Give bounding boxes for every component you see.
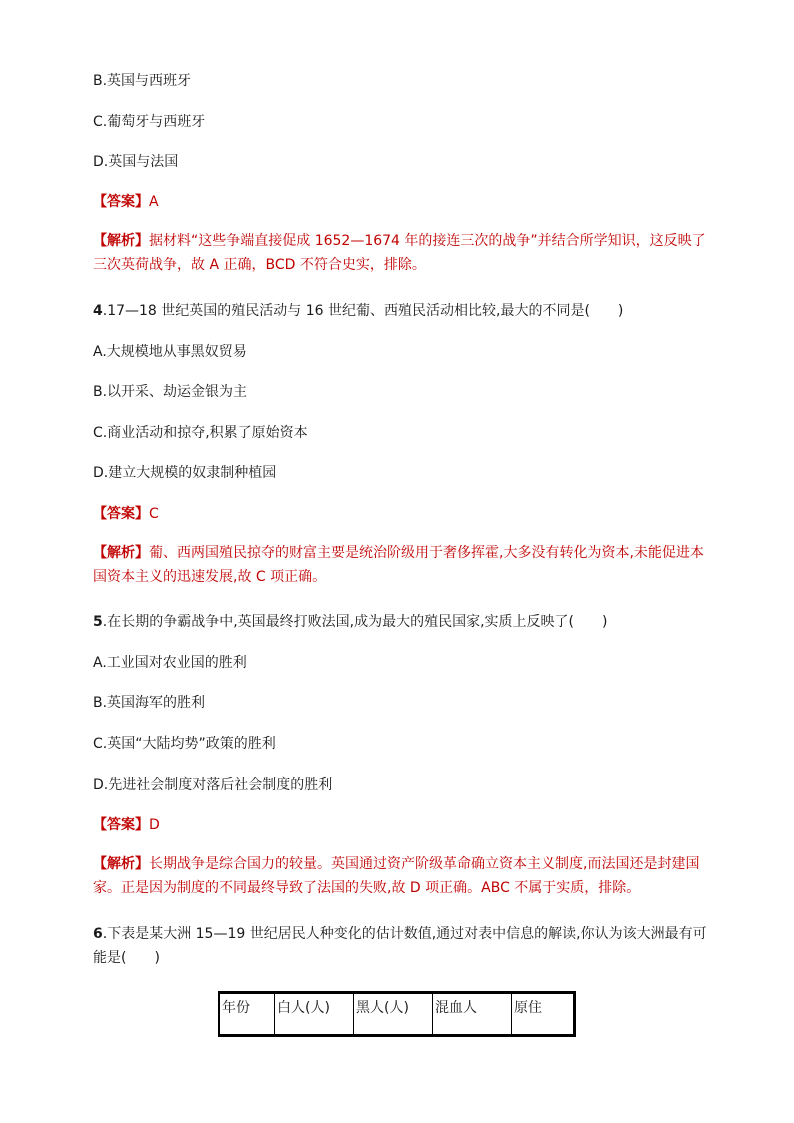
answer-label: 【答案】 xyxy=(93,506,149,522)
table-header-cell: 原住 xyxy=(512,993,575,1036)
q3-option-d: D.英国与法国 xyxy=(93,154,179,170)
analysis-text: 据材料“这些争端直接促成 1652—1674 年的接连三次的战争”并结合所学知识，这反映了三次英荷战争，故 A 正确，BCD 不符合史实，排除。 xyxy=(93,233,706,273)
table-header-cell: 白人(人) xyxy=(275,993,354,1036)
q5-answer xyxy=(93,815,160,835)
analysis-text: 葡、西两国殖民掠夺的财富主要是统治阶级用于奢侈挥霍,大多没有转化为资本,未能促进本国资本主义的迅速发展,故 C 项正确。 xyxy=(93,545,704,585)
q3-answer xyxy=(93,192,159,212)
question-text: .17—18 世纪英国的殖民活动与 16 世纪葡、西殖民活动相比较,最大的不同是( ) xyxy=(102,303,624,319)
q4-stem xyxy=(93,301,623,321)
q5-option-a: A.工业国对农业国的胜利 xyxy=(93,655,247,671)
q4-option-a: A.大规模地从事黑奴贸易 xyxy=(93,344,247,360)
q3-option-b: B.英国与西班牙 xyxy=(93,73,192,89)
question-number: 5 xyxy=(93,614,103,630)
q5-stem xyxy=(93,612,607,632)
question-text: .在长期的争霸战争中,英国最终打败法国,成为最大的殖民国家,实质上反映了( ) xyxy=(102,614,608,630)
answer-value: D xyxy=(149,817,160,833)
population-table xyxy=(218,991,576,1037)
q5-option-d: D.先进社会制度对落后社会制度的胜利 xyxy=(93,777,333,793)
q4-option-b: B.以开采、劫运金银为主 xyxy=(93,384,248,400)
q6-stem xyxy=(93,922,713,970)
table-header-cell: 年份 xyxy=(219,993,275,1036)
q4-analysis xyxy=(93,541,713,589)
question-number: 6 xyxy=(93,926,103,942)
q5-analysis xyxy=(93,852,713,900)
question-text: .下表是某大洲 15—19 世纪居民人种变化的估计数值,通过对表中信息的解读,你认为该大洲最有可能是( ) xyxy=(93,926,707,966)
answer-value: A xyxy=(149,194,159,210)
answer-label: 【答案】 xyxy=(93,194,149,210)
question-number: 4 xyxy=(93,303,103,319)
analysis-label: 【解析】 xyxy=(93,233,149,249)
analysis-text: 长期战争是综合国力的较量。英国通过资产阶级革命确立资本主义制度,而法国还是封建国家。正是因为制度的不同最终导致了法国的失败,故 D 项正确。ABC 不属于实质，排除。 xyxy=(93,856,700,896)
table-header-cell: 黑人(人) xyxy=(354,993,433,1036)
q5-option-c: C.英国“大陆均势”政策的胜利 xyxy=(93,736,276,752)
table-header-row xyxy=(219,993,575,1036)
analysis-label: 【解析】 xyxy=(93,856,149,872)
answer-value: C xyxy=(149,506,159,522)
q3-option-c: C.葡萄牙与西班牙 xyxy=(93,114,206,130)
q5-option-b: B.英国海军的胜利 xyxy=(93,695,206,711)
answer-label: 【答案】 xyxy=(93,817,149,833)
table-header-cell: 混血人 xyxy=(433,993,512,1036)
q3-analysis xyxy=(93,229,713,277)
q4-answer xyxy=(93,504,159,524)
q4-option-d: D.建立大规模的奴隶制种植园 xyxy=(93,465,277,481)
q4-option-c: C.商业活动和掠夺,积累了原始资本 xyxy=(93,425,308,441)
analysis-label: 【解析】 xyxy=(93,545,149,561)
